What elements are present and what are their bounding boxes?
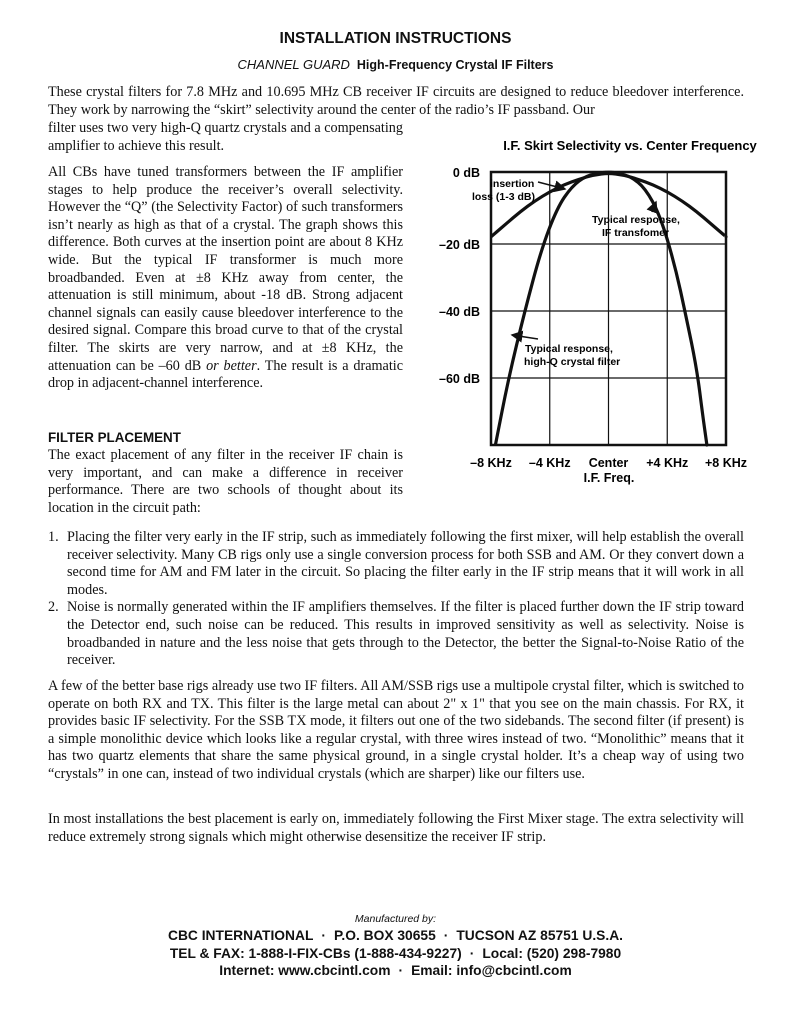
list-item-number: 1. xyxy=(48,529,59,545)
intro-paragraph-full-width: These crystal filters for 7.8 MHz and 10.695 MHz CB receiver IF circuits are designed to reduce bleedover interference. They work by narrowing the “skirt” selectivity around the center of the radio’s IF passband. Our xyxy=(48,84,744,118)
list-item-text: Placing the filter very early in the IF strip, such as immediately following the first mixer, will help establish the overall receiver selectivity. Many CB rigs only use a single conversion process for both SSB and AM. Or they convert down a second time for AM and FM later in the circuit. So placing the filter early in the IF strip means that it will work in all modes. xyxy=(67,529,744,598)
website: Internet: www.cbcintl.com xyxy=(219,963,391,978)
page-title: INSTALLATION INSTRUCTIONS xyxy=(279,30,512,47)
crystal-filter-line-2: high-Q crystal filter xyxy=(524,356,621,368)
x-tick-label: –4 KHz xyxy=(528,456,571,470)
separator-dot: · xyxy=(469,946,475,961)
filter-placement-heading: FILTER PLACEMENT xyxy=(48,430,181,445)
footer-phone-line xyxy=(0,946,791,961)
footer-address-line xyxy=(0,928,791,943)
list-item-number: 2. xyxy=(48,599,59,616)
list-item xyxy=(48,529,744,599)
selectivity-chart xyxy=(420,132,760,492)
transformer-paragraph-italic: or better xyxy=(206,357,257,374)
manufactured-by-label: Manufactured by: xyxy=(354,913,437,925)
footer-web-line xyxy=(0,963,791,978)
transformer-paragraph-main: All CBs have tuned transformers between the IF amplifier stages to help produce the receiver’s overall selectivity. However the “Q” (the Selectivity Factor) of such transformers isn’t nearly as high as that of a crystal. The graph shows this difference. Both curves at the insertion point are about 8 KHz wide. But the typical IF transformer is much more broadbanded. Even at ±8 KHz away from center, the attenuation is still minimum, about -18 dB. Strong adjacent channel signals can easily cause bleedover interference to the desired signal. Compare this broad curve to that of the crystal filter. The skirts are very narrow, and at ±8 KHz, the attenuation can be –60 dB xyxy=(48,164,403,374)
company-name: CBC INTERNATIONAL xyxy=(168,928,314,943)
if-transformer-line-2: IF transfomer xyxy=(602,227,670,239)
insertion-loss-line-1: insertion xyxy=(490,178,535,190)
separator-dot: · xyxy=(321,928,326,943)
page-subtitle xyxy=(0,57,791,72)
list-item-text: Noise is normally generated within the IF amplifiers themselves. If the filter is placed further down the IF strip toward the Detector end, such noise can be reduced. This results in improved sensitivity as well as selectivity. Noise is broadbanded in nature and the less noise that gets through to the Detector, the better the Signal-to-Noise Ratio of the receiver. xyxy=(67,599,744,669)
x-tick-label: Center xyxy=(588,456,629,470)
crystal-filter-arrow xyxy=(512,335,538,339)
tel-fax: TEL & FAX: 1-888-I-FIX-CBs (1-888-434-9227) xyxy=(169,946,462,961)
x-tick-label: –8 KHz xyxy=(470,456,512,470)
if-transformer-label xyxy=(592,214,683,239)
subtitle-description: High-Frequency Crystal IF Filters xyxy=(356,58,554,72)
po-box: P.O. BOX 30655 xyxy=(333,928,436,943)
insertion-loss-label xyxy=(472,178,537,203)
base-rigs-paragraph: A few of the better base rigs already use two IF filters. All AM/SSB rigs use a multipole crystal filter, which is switched to operate on both RX and TX. This filter is the large metal can about 2" x 1" that you see on the main chassis. For RX, it provides basic IF selectivity. For the SSB TX mode, it filters out one of the two sidebands. The second filter (if present) is a simple monolithic device which looks like a regular crystal, with three wires instead of two. “Monolithic” means that it has two quartz elements that share the same physical ground, in a single crystal holder. It’s a cheap way of using two “crystals” in one can, instead of two individual crystals (which are sharper) like our filters use. xyxy=(48,678,744,782)
list-item xyxy=(48,599,744,669)
installation-paragraph: In most installations the best placement is early on, immediately following the First Mixer stage. The extra selectivity will reduce extremely strong signals which might otherwise desensitize the receiver IF strip. xyxy=(48,811,744,845)
separator-dot: · xyxy=(398,963,404,978)
x-tick-label: +4 KHz xyxy=(646,456,689,470)
separator-dot: · xyxy=(443,928,449,943)
x-axis-label: I.F. Freq. xyxy=(583,471,635,485)
chart-title: I.F. Skirt Selectivity vs. Center Frequency xyxy=(503,138,757,153)
crystal-filter-line-1: Typical response, xyxy=(525,343,613,355)
y-tick-label: –60 dB xyxy=(439,372,480,386)
email: Email: info@cbcintl.com xyxy=(411,963,572,978)
filter-placement-intro: The exact placement of any filter in the receiver IF chain is very important, and can make a difference in receiver performance. There are two schools of thought about its location in the circuit path: xyxy=(48,447,403,516)
x-tick-label: +8 KHz xyxy=(704,456,748,470)
local-phone: Local: (520) 298-7980 xyxy=(482,946,622,961)
y-tick-label: –40 dB xyxy=(439,305,480,319)
crystal-filter-label xyxy=(524,343,620,368)
placement-options-list xyxy=(48,529,744,670)
transformer-paragraph-end: . The result is a dramatic drop in adjacent-channel interference. xyxy=(48,357,404,392)
y-tick-label: –20 dB xyxy=(439,238,480,252)
transformer-comparison-paragraph xyxy=(48,164,403,393)
subtitle-brand: CHANNEL GUARD xyxy=(237,57,350,72)
insertion-loss-line-2: loss (1-3 dB) xyxy=(472,191,536,203)
city-state: TUCSON AZ 85751 U.S.A. xyxy=(456,928,623,943)
y-tick-label: 0 dB xyxy=(452,166,480,180)
if-transformer-line-1: Typical response, xyxy=(592,214,680,226)
intro-paragraph-continued: filter uses two very high-Q quartz crystals and a compensating amplifier to achieve this result. xyxy=(48,120,403,154)
